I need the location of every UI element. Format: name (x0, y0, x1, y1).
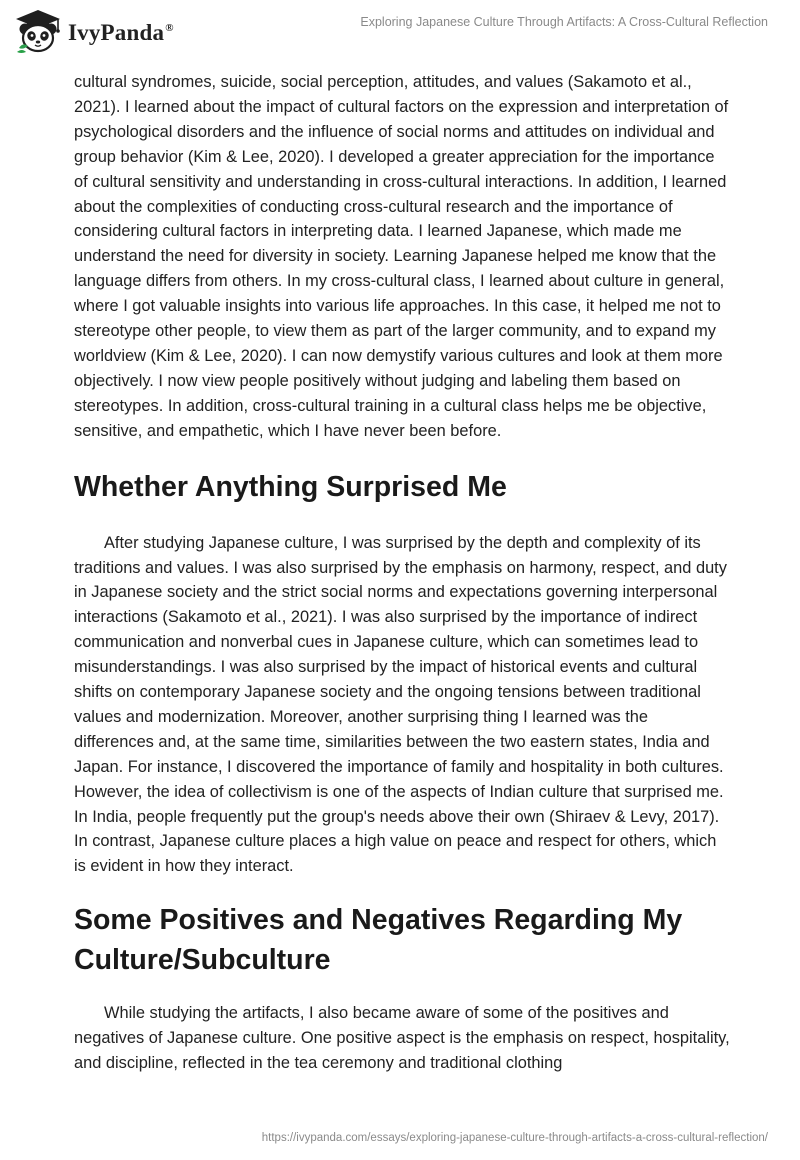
paragraph-surprised: After studying Japanese culture, I was surprised by the depth and complexity of its traditions and values. I was also surprised by the emphasis on harmony, respect, and duty in Japanese society and the strict social norms and expectations governing interpersonal interactions (Sakamoto et al., 2021). I was also surprised by the importance of indirect communication and nonverbal cues in Japanese culture, which can sometimes lead to misunderstandings. I was also surprised by the impact of historical events and cultural shifts on contemporary Japanese society and the ongoing tensions between traditional values and modernization. Moreover, another surprising thing I learned was the differences and, at the same time, similarities between the two eastern states, India and Japan. For instance, I discovered the importance of family and hospitality in both cultures. However, the idea of collectivism is one of the aspects of Indian culture that surprised me. In India, people frequently put the group's needs above their own (Shiraev & Levy, 2017). In contrast, Japanese culture places a high value on peace and respect for others, which is evident in how they interact. (74, 533, 727, 876)
ivypanda-logo[interactable] (14, 8, 174, 54)
page-header (0, 0, 800, 70)
paragraph-continued: cultural syndromes, suicide, social perception, attitudes, and values (Sakamoto et al., 2021). I learned about the impact of cultural factors on the expression and interpretation of psychological disorders and the influence of social norms and attitudes on individual and group behavior (Kim & Lee, 2020). I developed a greater appreciation for the importance of cultural sensitivity and understanding in cross-cultural interactions. In addition, I learned about the complexities of conducting cross-cultural research and the importance of considering cultural factors in interpreting data. I learned Japanese, which made me understand the need for diversity in society. Learning Japanese helped me know that the language differs from others. In my cross-cultural class, I learned about culture in general, where I got valuable insights into various life approaches. In this case, it helped me not to stereotype other people, to view them as part of the larger community, and to expand my worldview (Kim & Lee, 2020). I can now demystify various cultures and look at them more objectively. I now view people positively without judging and labeling them based on stereotypes. In addition, cross-cultural training in a cultural class helps me be objective, sensitive, and empathetic, which I have never been before. (74, 73, 729, 440)
brand-name: IvyPanda® (68, 20, 174, 45)
panda-mascot-icon (14, 8, 62, 54)
source-url[interactable]: https://ivypanda.com/essays/exploring-japanese-culture-through-artifacts-a-cross-cultural-reflection/ (261, 1132, 768, 1144)
document-title: Exploring Japanese Culture Through Artifacts: A Cross-Cultural Reflection (360, 15, 768, 29)
heading-surprised: Whether Anything Surprised Me (74, 470, 507, 503)
essay-content (74, 70, 730, 1076)
registered-mark: ® (165, 22, 174, 34)
paragraph-positives-negatives: While studying the artifacts, I also became aware of some of the positives and negatives of Japanese culture. One positive aspect is the emphasis on respect, hospitality, and discipline, reflected in the tea ceremony and traditional clothing (74, 1004, 730, 1073)
heading-positives-negatives: Some Positives and Negatives Regarding My Culture/Subculture (74, 904, 683, 977)
